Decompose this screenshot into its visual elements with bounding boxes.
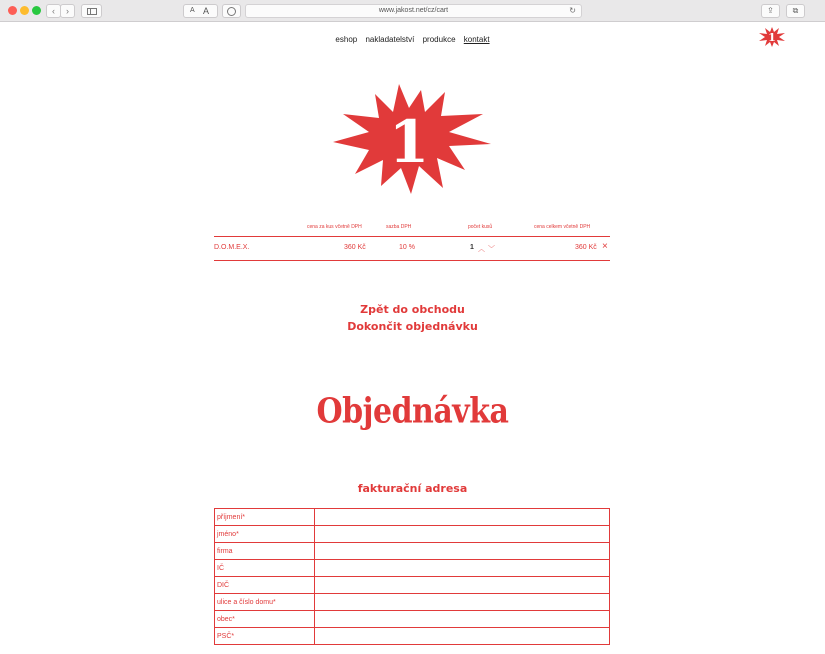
field-label: ulice a číslo domu* — [215, 594, 315, 611]
vat-rate: 10 % — [399, 244, 415, 251]
field-label: příjmení* — [215, 509, 315, 526]
jakost-logo-icon — [333, 84, 491, 194]
header-quantity: počet kusů — [468, 224, 493, 230]
order-title: Objednávka — [316, 391, 509, 432]
text-larger-label: A — [203, 6, 210, 16]
text-size-button[interactable] — [183, 4, 218, 18]
sidebar-icon — [87, 8, 97, 15]
forward-button[interactable]: › — [60, 4, 75, 18]
field-label: IČ — [215, 560, 315, 577]
form-row — [215, 611, 610, 628]
corner-logo-icon[interactable] — [758, 27, 786, 47]
logo-glyph: 1 — [388, 108, 430, 176]
minimize-window-button[interactable] — [20, 6, 29, 15]
field-label: firma — [215, 543, 315, 560]
reload-icon[interactable]: ↻ — [569, 6, 576, 15]
share-button[interactable]: ⇪ — [761, 4, 780, 18]
back-to-shop-link[interactable]: Zpět do obchodu — [360, 303, 465, 316]
sidebar-toggle-button[interactable] — [81, 4, 102, 18]
maximize-window-button[interactable] — [32, 6, 41, 15]
url-text: www.jakost.net/cz/cart — [378, 7, 449, 14]
unit-price: 360 Kč — [344, 244, 366, 251]
quantity-increase-icon[interactable]: ︿ — [478, 246, 485, 253]
form-row — [215, 543, 610, 560]
close-window-button[interactable] — [8, 6, 17, 15]
company-id-input[interactable] — [315, 560, 610, 577]
privacy-report-button[interactable] — [222, 4, 241, 18]
text-smaller-label: A — [190, 7, 195, 14]
tabs-overview-button[interactable]: ⧉ — [786, 4, 805, 18]
header-vat-rate: sazba DPH — [386, 224, 412, 230]
form-row — [215, 628, 610, 645]
back-button[interactable]: ‹ — [46, 4, 61, 18]
quantity-value: 1 — [470, 244, 474, 251]
cart-table — [214, 219, 610, 261]
cart-row — [214, 237, 610, 261]
city-input[interactable] — [315, 611, 610, 628]
cart-header-row — [214, 219, 610, 237]
first-name-input[interactable] — [315, 526, 610, 543]
nav-item-kontakt[interactable]: kontakt — [463, 35, 490, 44]
header-total: cena celkem včetně DPH — [534, 224, 591, 230]
field-label: obec* — [215, 611, 315, 628]
form-row — [215, 594, 610, 611]
address-bar[interactable] — [245, 4, 582, 18]
postal-code-input[interactable] — [315, 628, 610, 645]
form-row — [215, 526, 610, 543]
form-row — [215, 560, 610, 577]
vat-id-input[interactable] — [315, 577, 610, 594]
nav-item-eshop[interactable]: eshop — [335, 35, 358, 44]
remove-item-icon[interactable]: × — [602, 241, 608, 252]
surname-input[interactable] — [315, 509, 610, 526]
street-input[interactable] — [315, 594, 610, 611]
field-label: DIČ — [215, 577, 315, 594]
billing-address-title: fakturační adresa — [357, 482, 468, 495]
header-unit-price: cena za kus včetně DPH — [307, 224, 362, 230]
form-row — [215, 577, 610, 594]
field-label: PSČ* — [215, 628, 315, 645]
browser-toolbar — [0, 0, 825, 22]
nav-item-nakladatelstvi[interactable]: nakladatelství — [365, 35, 415, 44]
site-navigation — [0, 35, 825, 44]
product-name[interactable]: D.O.M.E.X. — [214, 244, 250, 251]
row-total: 360 Kč — [575, 244, 597, 251]
company-input[interactable] — [315, 543, 610, 560]
form-row — [215, 509, 610, 526]
corner-logo-glyph: 1 — [768, 31, 776, 44]
privacy-icon — [227, 7, 236, 16]
billing-form — [214, 508, 610, 645]
field-label: jméno* — [215, 526, 315, 543]
finish-order-link[interactable]: Dokončit objednávku — [347, 320, 478, 333]
quantity-decrease-icon[interactable]: ﹀ — [488, 246, 495, 253]
nav-item-produkce[interactable]: produkce — [422, 35, 456, 44]
